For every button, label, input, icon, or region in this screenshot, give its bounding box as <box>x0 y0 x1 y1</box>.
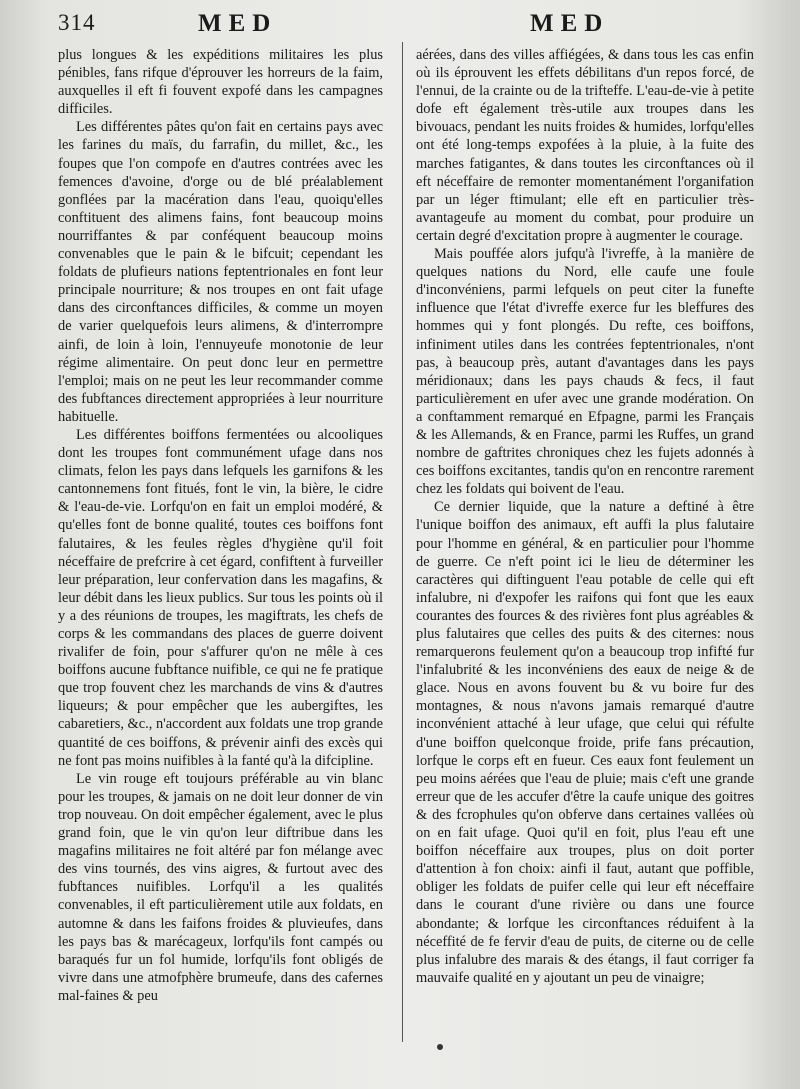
paragraph: Mais pouffée alors jufqu'à l'ivreffe, à la manière de quelques nations du Nord, elle caufe une foule d'inconvéniens, parmi lefquels on peut citer la funefte influence que l'état d'ivreffe exerce fur les bleffures des hommes qui y font plongés. Du refte, ces boiffons, infiniment utiles dans les contrées feptentrionales, n'ont pas, à beaucoup près, autant d'avantages dans les pays méridionaux; dans les pays chauds & fecs, il faut particulièrement en ufer avec une grande modération. On a conftamment remarqué en Efpagne, parmi les Français & les Allemands, & en France, parmi les Ruffes, un grand nombre de gaftrites chroniques chez les fujets adonnés à ces boiffons excitantes, tandis qu'on en rencontre rarement chez les foldats qui boivent de l'eau. <box>416 246 754 498</box>
paragraph: Les différentes pâtes qu'on fait en certains pays avec les farines du maïs, du farrafin, du millet, &c., les foupes que l'on compofe en d'autres contrées avec les femences d'avoine, d'orge ou de blé préalablement gonflées par la macération dans l'eau, quoiqu'elles conftituent des alimens fains, font beaucoup moins nourriffantes & par conféquent beaucoup moins convenables que le pain & le bifcuit; cependant les foldats de plufieurs nations feptentrionales en font leur principale nourriture; & nos troupes en ont fait ufage dans des circonftances difficiles, & comme un moyen de varier quelquefois leurs alimens, & d'interrompre ainfi, de loin à loin, l'ennuyeufe monotonie de leur régime alimentaire. On peut donc leur en permettre l'emploi; mais on ne peut les leur recommander comme des fubftances directement appropriées à leur nourriture habituelle. <box>58 119 383 425</box>
ink-dot <box>437 1044 443 1050</box>
page-header <box>0 10 800 40</box>
column-divider <box>402 42 403 1042</box>
paragraph: Ce dernier liquide, que la nature a deftiné à être l'unique boiffon des animaux, eft auffi la plus falutaire pour l'homme en général, & en particulier pour l'homme de guerre. Ce n'eft point ici le lieu de déterminer les caractères qui diftinguent l'eau potable de celle qui eft infalubre, ni d'expofer les raifons qui font que les eaux courantes des fources & des rivières font plus agréables & plus falutaires que celles des puits & des citernes: nous remarquerons feulement qu'on a beaucoup trop infifté fur l'infalubrité & les inconvéniens des eaux de neige & de glace. Nous en avons fouvent bu & vu boire fur des montagnes, & nous n'avons jamais remarqué d'autre inconvénient attaché à leur ufage, que celui qui réfulte d'une boiffon quelconque froide, prife fans précaution, lorfque le corps eft en fueur. Ces eaux font feulement un peu moins aérées que l'eau de pluie; mais c'eft une grande erreur que de les accufer d'être la caufe unique des goitres & des fcrophules qu'on obferve dans certaines vallées où on en fait ufage. Quoi qu'il en foit, plus l'eau eft une boiffon néceffaire aux troupes, plus on doit porter d'attention à fon choix: ainfi il faut, autant que poffible, obliger les foldats de puifer celle qui leur eft néceffaire dans le courant d'une rivière ou dans une fource abondante; & lorfque les circonftances réduifent à la néceffité de fe fervir d'eau de puits, de citerne ou de celle plus infalubre des marais & des étangs, il faut corriger fa mauvaife qualité en y ajoutant un peu de vinaigre; <box>416 499 754 986</box>
paragraph: plus longues & les expéditions militaires les plus pénibles, fans rifque d'éprouver les horreurs de la faim, auxquelles il eft fi fouvent expofé dans les campagnes difficiles. <box>58 47 383 118</box>
page-number: 314 <box>58 10 96 35</box>
paragraph: aérées, dans des villes affiégées, & dans tous les cas enfin où ils éprouvent les effets débilitans d'un repos forcé, de l'ennui, de la crainte ou de la trifteffe. L'eau-de-vie à petite dofe eft également très-utile aux troupes dans les bivouacs, pendant les nuits froides & humides, lorfqu'elles ont été long-temps expofées à la pluie, à la fuite des marches fatigantes, & dans toutes les circonftances où il eft néceffaire de remonter momentanément l'organifation par un léger ftimulant; elle eft en particulier très-avantageufe au moment du combat, pour produire un certain degré d'excitation propre à augmenter le courage. <box>416 47 754 244</box>
right-column <box>416 46 754 1046</box>
running-head-left: MED <box>198 10 278 37</box>
left-column <box>58 46 383 1046</box>
paragraph: Le vin rouge eft toujours préférable au vin blanc pour les troupes, & jamais on ne doit leur donner de vin trop nouveau. On doit empêcher également, avec le plus grand foin, que le vin qu'on leur diftribue dans les magafins militaires ne foit altéré par fon mélange avec des vins tournés, des vins aigres, & furtout avec des fubftances nuifibles. Lorfqu'il a les qualités convenables, il eft particulièrement utile aux foldats, en automne & dans les faifons froides & pluvieufes, dans les pays bas & marécageux, lorfqu'ils font campés ou baraqués fur un fol humide, lorfqu'ils font obligés de vivre dans une atmofphère brumeufe, dans des cafernes mal-faines & peu <box>58 770 383 1004</box>
running-head-right: MED <box>530 10 610 37</box>
paragraph: Les différentes boiffons fermentées ou alcooliques dont les troupes font communément ufage dans nos climats, felon les pays dans lefquels les garnifons & les cantonnemens font fitués, font le vin, la bière, le cidre & l'eau-de-vie. Lorfqu'on en fait un emploi modéré, & qu'elles font de bonne qualité, toutes ces boiffons font falutaires, & les feules règles d'hygiène qu'il foit néceffaire de prefcrire à cet égard, confiftent à furveiller leur préparation, leur confervation dans les magafins, & leur débit dans les lieux publics. Sur tous les points où il y a des réunions de troupes, les magiftrats, les chefs de corps & les commandans des places de guerre doivent rivalifer de foin, pour s'affurer qu'on ne mêle à ces boiffons aucune fubftance nuifible, ce qui ne fe pratique que trop fouvent chez les marchands de vins & d'autres liqueurs; & pour empêcher que les aubergiftes, les cabaretiers, &c., n'accordent aux foldats une trop grande quantité de ces boiffons, & prévenir ainfi des excès qui ne font pas moins nuifibles à la fanté qu'à la difcipline. <box>58 426 383 769</box>
